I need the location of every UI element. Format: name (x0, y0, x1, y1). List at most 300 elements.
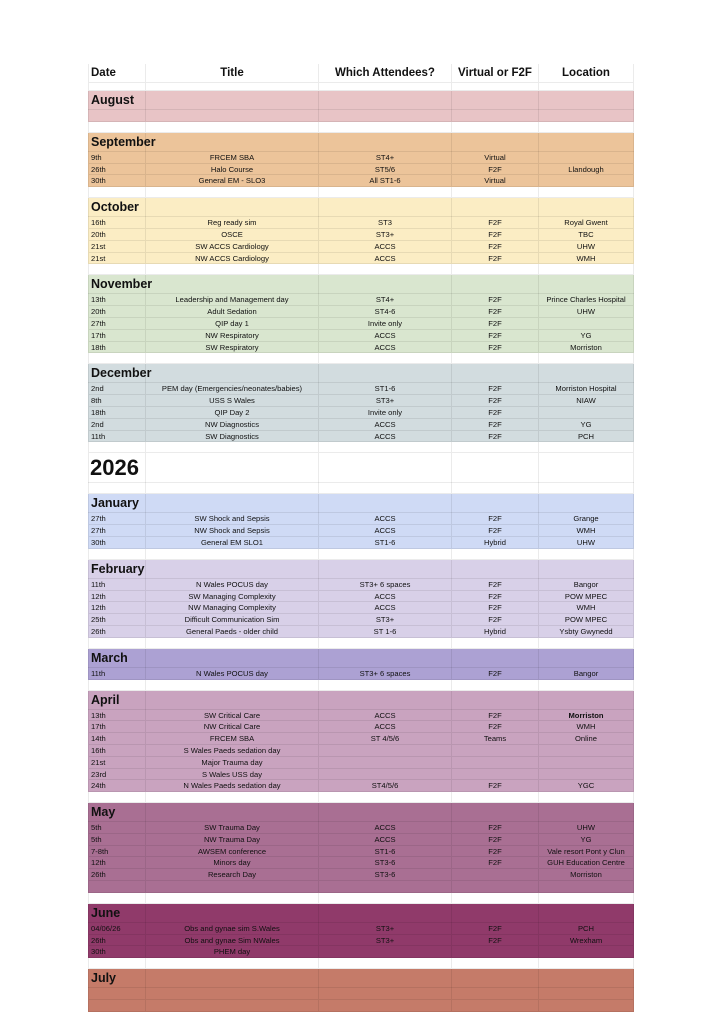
attendees-cell[interactable]: ACCS (319, 710, 452, 721)
empty-cell[interactable] (88, 803, 146, 822)
location-cell[interactable]: Vale resort Pont y Clun (539, 846, 634, 857)
empty-cell[interactable] (539, 792, 634, 802)
empty-cell[interactable] (452, 364, 539, 383)
empty-cell[interactable] (539, 691, 634, 710)
mode-cell[interactable]: F2F (452, 383, 539, 394)
empty-cell[interactable] (88, 187, 146, 197)
title-cell[interactable]: SW Respiratory (146, 342, 319, 353)
location-cell[interactable] (539, 407, 634, 418)
date-cell[interactable]: 17th (88, 721, 146, 732)
empty-cell[interactable] (539, 549, 634, 559)
mode-cell[interactable] (452, 745, 539, 756)
date-cell[interactable]: 26th (88, 626, 146, 637)
date-cell[interactable]: 18th (88, 342, 146, 353)
empty-cell[interactable] (319, 893, 452, 903)
mode-cell[interactable]: F2F (452, 419, 539, 430)
date-cell[interactable]: 23rd (88, 769, 146, 780)
mode-cell[interactable] (452, 946, 539, 957)
title-cell[interactable]: NW Trauma Day (146, 834, 319, 845)
mode-cell[interactable]: F2F (452, 525, 539, 536)
title-cell[interactable]: AWSEM conference (146, 846, 319, 857)
empty-cell[interactable] (319, 198, 452, 217)
empty-cell[interactable] (146, 560, 319, 579)
empty-cell[interactable] (539, 187, 634, 197)
attendees-cell[interactable]: All ST1-6 (319, 175, 452, 186)
empty-cell[interactable] (319, 649, 452, 668)
location-cell[interactable]: GUH Education Centre (539, 857, 634, 868)
empty-cell[interactable] (452, 187, 539, 197)
attendees-cell[interactable]: ST3+ (319, 614, 452, 625)
date-cell[interactable]: 26th (88, 935, 146, 946)
location-cell[interactable]: UHW (539, 306, 634, 317)
empty-cell[interactable] (452, 83, 539, 90)
empty-cell[interactable] (539, 494, 634, 513)
empty-cell[interactable] (319, 133, 452, 152)
date-cell[interactable]: 20th (88, 229, 146, 240)
empty-cell[interactable] (146, 649, 319, 668)
empty-cell[interactable] (452, 560, 539, 579)
title-cell[interactable]: NW ACCS Cardiology (146, 253, 319, 264)
title-cell[interactable]: General Paeds - older child (146, 626, 319, 637)
attendees-cell[interactable] (319, 769, 452, 780)
mode-cell[interactable]: F2F (452, 217, 539, 228)
empty-cell[interactable] (452, 1000, 539, 1011)
empty-cell[interactable] (146, 958, 319, 968)
title-cell[interactable]: Research Day (146, 869, 319, 880)
mode-cell[interactable]: Hybrid (452, 626, 539, 637)
mode-cell[interactable]: F2F (452, 342, 539, 353)
attendees-cell[interactable]: ST3-6 (319, 869, 452, 880)
empty-cell[interactable] (146, 198, 319, 217)
title-cell[interactable]: SW Shock and Sepsis (146, 513, 319, 524)
attendees-cell[interactable]: ACCS (319, 330, 452, 341)
empty-cell[interactable] (539, 904, 634, 923)
title-cell[interactable]: General EM SLO1 (146, 537, 319, 548)
date-cell[interactable]: 24th (88, 780, 146, 791)
empty-cell[interactable] (452, 988, 539, 999)
empty-cell[interactable] (539, 198, 634, 217)
empty-cell[interactable] (146, 904, 319, 923)
attendees-cell[interactable]: ACCS (319, 525, 452, 536)
title-cell[interactable]: NW Critical Care (146, 721, 319, 732)
empty-cell[interactable] (88, 680, 146, 690)
mode-cell[interactable]: F2F (452, 857, 539, 868)
location-cell[interactable] (539, 946, 634, 957)
location-cell[interactable] (539, 769, 634, 780)
mode-cell[interactable]: F2F (452, 318, 539, 329)
title-column-header[interactable]: Title (146, 64, 319, 82)
mode-column-header[interactable]: Virtual or F2F (452, 64, 539, 82)
empty-cell[interactable] (539, 881, 634, 892)
location-cell[interactable]: UHW (539, 537, 634, 548)
empty-cell[interactable] (146, 881, 319, 892)
empty-cell[interactable] (319, 691, 452, 710)
location-cell[interactable]: Prince Charles Hospital (539, 294, 634, 305)
mode-cell[interactable]: F2F (452, 834, 539, 845)
date-cell[interactable]: 30th (88, 537, 146, 548)
attendees-cell[interactable]: ST3 (319, 217, 452, 228)
empty-cell[interactable] (146, 893, 319, 903)
empty-cell[interactable] (146, 122, 319, 132)
empty-cell[interactable] (452, 904, 539, 923)
attendees-cell[interactable]: ACCS (319, 591, 452, 602)
date-cell[interactable]: 5th (88, 822, 146, 833)
mode-cell[interactable]: F2F (452, 294, 539, 305)
mode-cell[interactable]: F2F (452, 591, 539, 602)
empty-cell[interactable] (319, 638, 452, 648)
empty-cell[interactable] (539, 122, 634, 132)
empty-cell[interactable] (146, 91, 319, 110)
empty-cell[interactable] (452, 198, 539, 217)
empty-cell[interactable] (452, 969, 539, 988)
empty-cell[interactable] (539, 442, 634, 452)
title-cell[interactable]: NW Shock and Sepsis (146, 525, 319, 536)
location-cell[interactable] (539, 745, 634, 756)
empty-cell[interactable] (88, 264, 146, 274)
attendees-cell[interactable]: ST4+ (319, 152, 452, 163)
date-cell[interactable]: 21st (88, 757, 146, 768)
empty-cell[interactable] (319, 792, 452, 802)
title-cell[interactable]: NW Managing Complexity (146, 602, 319, 613)
empty-cell[interactable] (146, 803, 319, 822)
location-cell[interactable]: Morriston (539, 710, 634, 721)
empty-cell[interactable] (319, 442, 452, 452)
empty-cell[interactable] (319, 110, 452, 121)
date-cell[interactable]: 12th (88, 602, 146, 613)
location-cell[interactable]: Morriston (539, 869, 634, 880)
location-cell[interactable]: WMH (539, 602, 634, 613)
date-cell[interactable]: 11th (88, 668, 146, 679)
attendees-cell[interactable]: ST3+ (319, 395, 452, 406)
location-cell[interactable]: Grange (539, 513, 634, 524)
attendees-cell[interactable]: ST4+ (319, 294, 452, 305)
empty-cell[interactable] (146, 187, 319, 197)
empty-cell[interactable] (146, 969, 319, 988)
empty-cell[interactable] (452, 680, 539, 690)
empty-cell[interactable] (539, 988, 634, 999)
mode-cell[interactable]: F2F (452, 253, 539, 264)
empty-cell[interactable] (88, 198, 146, 217)
location-cell[interactable]: POW MPEC (539, 614, 634, 625)
title-cell[interactable]: S Wales Paeds sedation day (146, 745, 319, 756)
attendees-cell[interactable]: ACCS (319, 822, 452, 833)
title-cell[interactable]: FRCEM SBA (146, 152, 319, 163)
attendees-cell[interactable] (319, 745, 452, 756)
date-cell[interactable]: 8th (88, 395, 146, 406)
empty-cell[interactable] (88, 494, 146, 513)
attendees-cell[interactable]: ST3+ 6 spaces (319, 579, 452, 590)
attendees-cell[interactable]: ACCS (319, 431, 452, 442)
empty-cell[interactable] (452, 133, 539, 152)
attendees-cell[interactable]: ST3+ (319, 923, 452, 934)
empty-cell[interactable] (319, 275, 452, 294)
attendees-cell[interactable]: Invite only (319, 407, 452, 418)
title-cell[interactable]: SW Critical Care (146, 710, 319, 721)
empty-cell[interactable] (539, 1000, 634, 1011)
attendees-cell[interactable]: ST3+ (319, 935, 452, 946)
empty-cell[interactable] (319, 122, 452, 132)
title-cell[interactable]: N Wales POCUS day (146, 579, 319, 590)
empty-cell[interactable] (539, 453, 634, 483)
location-cell[interactable]: Morriston (539, 342, 634, 353)
location-cell[interactable]: Wrexham (539, 935, 634, 946)
mode-cell[interactable]: Virtual (452, 175, 539, 186)
title-cell[interactable]: SW Trauma Day (146, 822, 319, 833)
empty-cell[interactable] (319, 988, 452, 999)
empty-cell[interactable] (452, 494, 539, 513)
empty-cell[interactable] (146, 638, 319, 648)
empty-cell[interactable] (319, 353, 452, 363)
mode-cell[interactable]: F2F (452, 614, 539, 625)
attendees-cell[interactable]: ACCS (319, 602, 452, 613)
empty-cell[interactable] (88, 453, 146, 483)
empty-cell[interactable] (452, 893, 539, 903)
empty-cell[interactable] (146, 364, 319, 383)
location-cell[interactable] (539, 152, 634, 163)
attendees-cell[interactable]: ACCS (319, 342, 452, 353)
empty-cell[interactable] (146, 680, 319, 690)
empty-cell[interactable] (88, 122, 146, 132)
empty-cell[interactable] (452, 122, 539, 132)
empty-cell[interactable] (146, 691, 319, 710)
date-cell[interactable]: 2nd (88, 419, 146, 430)
attendees-cell[interactable]: ST5/6 (319, 164, 452, 175)
empty-cell[interactable] (539, 893, 634, 903)
date-cell[interactable]: 25th (88, 614, 146, 625)
date-cell[interactable]: 26th (88, 164, 146, 175)
empty-cell[interactable] (452, 483, 539, 493)
date-cell[interactable]: 2nd (88, 383, 146, 394)
location-cell[interactable]: YG (539, 330, 634, 341)
empty-cell[interactable] (146, 264, 319, 274)
empty-cell[interactable] (319, 364, 452, 383)
title-cell[interactable]: General EM - SLO3 (146, 175, 319, 186)
location-cell[interactable]: Bangor (539, 579, 634, 590)
title-cell[interactable]: USS S Wales (146, 395, 319, 406)
empty-cell[interactable] (319, 453, 452, 483)
empty-cell[interactable] (539, 275, 634, 294)
location-cell[interactable]: Morriston Hospital (539, 383, 634, 394)
date-cell[interactable]: 17th (88, 330, 146, 341)
date-cell[interactable]: 12th (88, 857, 146, 868)
empty-cell[interactable] (88, 904, 146, 923)
empty-cell[interactable] (539, 638, 634, 648)
empty-cell[interactable] (88, 549, 146, 559)
date-cell[interactable]: 16th (88, 217, 146, 228)
date-cell[interactable]: 14th (88, 733, 146, 744)
empty-cell[interactable] (88, 483, 146, 493)
mode-cell[interactable]: Hybrid (452, 537, 539, 548)
title-cell[interactable]: Leadership and Management day (146, 294, 319, 305)
empty-cell[interactable] (319, 549, 452, 559)
title-cell[interactable]: Halo Course (146, 164, 319, 175)
empty-cell[interactable] (452, 91, 539, 110)
mode-cell[interactable]: Virtual (452, 152, 539, 163)
date-cell[interactable]: 5th (88, 834, 146, 845)
date-cell[interactable]: 18th (88, 407, 146, 418)
location-cell[interactable]: UHW (539, 822, 634, 833)
location-cell[interactable]: YGC (539, 780, 634, 791)
empty-cell[interactable] (539, 969, 634, 988)
empty-cell[interactable] (452, 110, 539, 121)
empty-cell[interactable] (88, 364, 152, 383)
empty-cell[interactable] (88, 110, 146, 121)
date-cell[interactable]: 27th (88, 525, 146, 536)
empty-cell[interactable] (146, 442, 319, 452)
empty-cell[interactable] (539, 803, 634, 822)
empty-cell[interactable] (88, 560, 146, 579)
title-cell[interactable]: Adult Sedation (146, 306, 319, 317)
attendees-cell[interactable]: ACCS (319, 419, 452, 430)
mode-cell[interactable]: F2F (452, 407, 539, 418)
attendees-cell[interactable]: ACCS (319, 253, 452, 264)
date-cell[interactable]: 04/06/26 (88, 923, 146, 934)
location-cell[interactable]: UHW (539, 241, 634, 252)
mode-cell[interactable]: F2F (452, 579, 539, 590)
location-cell[interactable]: PCH (539, 431, 634, 442)
empty-cell[interactable] (146, 792, 319, 802)
empty-cell[interactable] (146, 483, 319, 493)
attendees-cell[interactable]: ACCS (319, 834, 452, 845)
date-cell[interactable]: 26th (88, 869, 146, 880)
empty-cell[interactable] (319, 91, 452, 110)
empty-cell[interactable] (319, 803, 452, 822)
empty-cell[interactable] (88, 792, 146, 802)
empty-cell[interactable] (146, 549, 319, 559)
date-cell[interactable]: 13th (88, 710, 146, 721)
location-cell[interactable]: Llandough (539, 164, 634, 175)
mode-cell[interactable] (452, 757, 539, 768)
mode-cell[interactable]: F2F (452, 710, 539, 721)
empty-cell[interactable] (88, 83, 146, 90)
mode-cell[interactable]: F2F (452, 923, 539, 934)
mode-cell[interactable]: F2F (452, 721, 539, 732)
title-cell[interactable]: Difficult Communication Sim (146, 614, 319, 625)
empty-cell[interactable] (88, 893, 146, 903)
attendees-cell[interactable]: ST3+ 6 spaces (319, 668, 452, 679)
empty-cell[interactable] (88, 988, 146, 999)
empty-cell[interactable] (88, 881, 146, 892)
date-cell[interactable]: 11th (88, 431, 146, 442)
empty-cell[interactable] (539, 91, 634, 110)
empty-cell[interactable] (539, 680, 634, 690)
location-cell[interactable]: Bangor (539, 668, 634, 679)
attendees-cell[interactable]: ST1-6 (319, 846, 452, 857)
date-cell[interactable]: 30th (88, 175, 146, 186)
empty-cell[interactable] (88, 442, 146, 452)
empty-cell[interactable] (88, 133, 156, 152)
mode-cell[interactable]: F2F (452, 395, 539, 406)
attendees-cell[interactable]: ST 4/5/6 (319, 733, 452, 744)
date-cell[interactable]: 11th (88, 579, 146, 590)
empty-cell[interactable] (452, 275, 539, 294)
attendees-cell[interactable]: ST 1-6 (319, 626, 452, 637)
empty-cell[interactable] (319, 494, 452, 513)
mode-cell[interactable]: F2F (452, 513, 539, 524)
attendees-cell[interactable] (319, 946, 452, 957)
mode-cell[interactable]: F2F (452, 780, 539, 791)
attendees-cell[interactable]: Invite only (319, 318, 452, 329)
attendees-cell[interactable]: ST4-6 (319, 306, 452, 317)
mode-cell[interactable]: F2F (452, 935, 539, 946)
empty-cell[interactable] (88, 649, 146, 668)
empty-cell[interactable] (452, 549, 539, 559)
title-cell[interactable]: SW Managing Complexity (146, 591, 319, 602)
location-cell[interactable]: Online (539, 733, 634, 744)
date-cell[interactable]: 20th (88, 306, 146, 317)
title-cell[interactable]: NW Respiratory (146, 330, 319, 341)
location-cell[interactable]: Royal Gwent (539, 217, 634, 228)
location-cell[interactable] (539, 175, 634, 186)
empty-cell[interactable] (539, 353, 634, 363)
location-cell[interactable]: YG (539, 834, 634, 845)
empty-cell[interactable] (319, 483, 452, 493)
empty-cell[interactable] (88, 1000, 146, 1011)
attendees-cell[interactable]: ST3-6 (319, 857, 452, 868)
date-cell[interactable]: 27th (88, 318, 146, 329)
empty-cell[interactable] (146, 494, 319, 513)
mode-cell[interactable]: F2F (452, 846, 539, 857)
date-column-header[interactable]: Date (88, 64, 146, 82)
title-cell[interactable]: PHEM day (146, 946, 319, 957)
empty-cell[interactable] (452, 881, 539, 892)
attendees-cell[interactable]: ACCS (319, 721, 452, 732)
mode-cell[interactable]: Teams (452, 733, 539, 744)
date-cell[interactable]: 21st (88, 253, 146, 264)
title-cell[interactable]: OSCE (146, 229, 319, 240)
mode-cell[interactable]: F2F (452, 306, 539, 317)
attendees-cell[interactable]: ACCS (319, 513, 452, 524)
title-cell[interactable]: SW ACCS Cardiology (146, 241, 319, 252)
title-cell[interactable]: Minors day (146, 857, 319, 868)
empty-cell[interactable] (319, 881, 452, 892)
empty-cell[interactable] (452, 638, 539, 648)
empty-cell[interactable] (452, 803, 539, 822)
attendees-cell[interactable]: ST4/5/6 (319, 780, 452, 791)
empty-cell[interactable] (319, 264, 452, 274)
mode-cell[interactable]: F2F (452, 229, 539, 240)
title-cell[interactable]: N Wales POCUS day (146, 668, 319, 679)
attendees-cell[interactable]: ACCS (319, 241, 452, 252)
title-cell[interactable]: N Wales Paeds sedation day (146, 780, 319, 791)
attendees-column-header[interactable]: Which Attendees? (319, 64, 452, 82)
date-cell[interactable]: 13th (88, 294, 146, 305)
empty-cell[interactable] (146, 133, 319, 152)
title-cell[interactable]: Reg ready sim (146, 217, 319, 228)
empty-cell[interactable] (146, 988, 319, 999)
empty-cell[interactable] (146, 110, 319, 121)
empty-cell[interactable] (146, 83, 319, 90)
date-cell[interactable]: 7-8th (88, 846, 146, 857)
empty-cell[interactable] (88, 969, 146, 988)
title-cell[interactable]: PEM day (Emergencies/neonates/babies) (146, 383, 319, 394)
title-cell[interactable]: Major Trauma day (146, 757, 319, 768)
mode-cell[interactable]: F2F (452, 822, 539, 833)
empty-cell[interactable] (88, 958, 146, 968)
title-cell[interactable]: S Wales USS day (146, 769, 319, 780)
empty-cell[interactable] (539, 264, 634, 274)
location-cell[interactable]: Ysbty Gwynedd (539, 626, 634, 637)
location-cell[interactable]: WMH (539, 253, 634, 264)
date-cell[interactable]: 30th (88, 946, 146, 957)
empty-cell[interactable] (539, 958, 634, 968)
location-cell[interactable] (539, 318, 634, 329)
empty-cell[interactable] (88, 353, 146, 363)
mode-cell[interactable]: F2F (452, 241, 539, 252)
attendees-cell[interactable] (319, 757, 452, 768)
empty-cell[interactable] (319, 680, 452, 690)
empty-cell[interactable] (452, 442, 539, 452)
